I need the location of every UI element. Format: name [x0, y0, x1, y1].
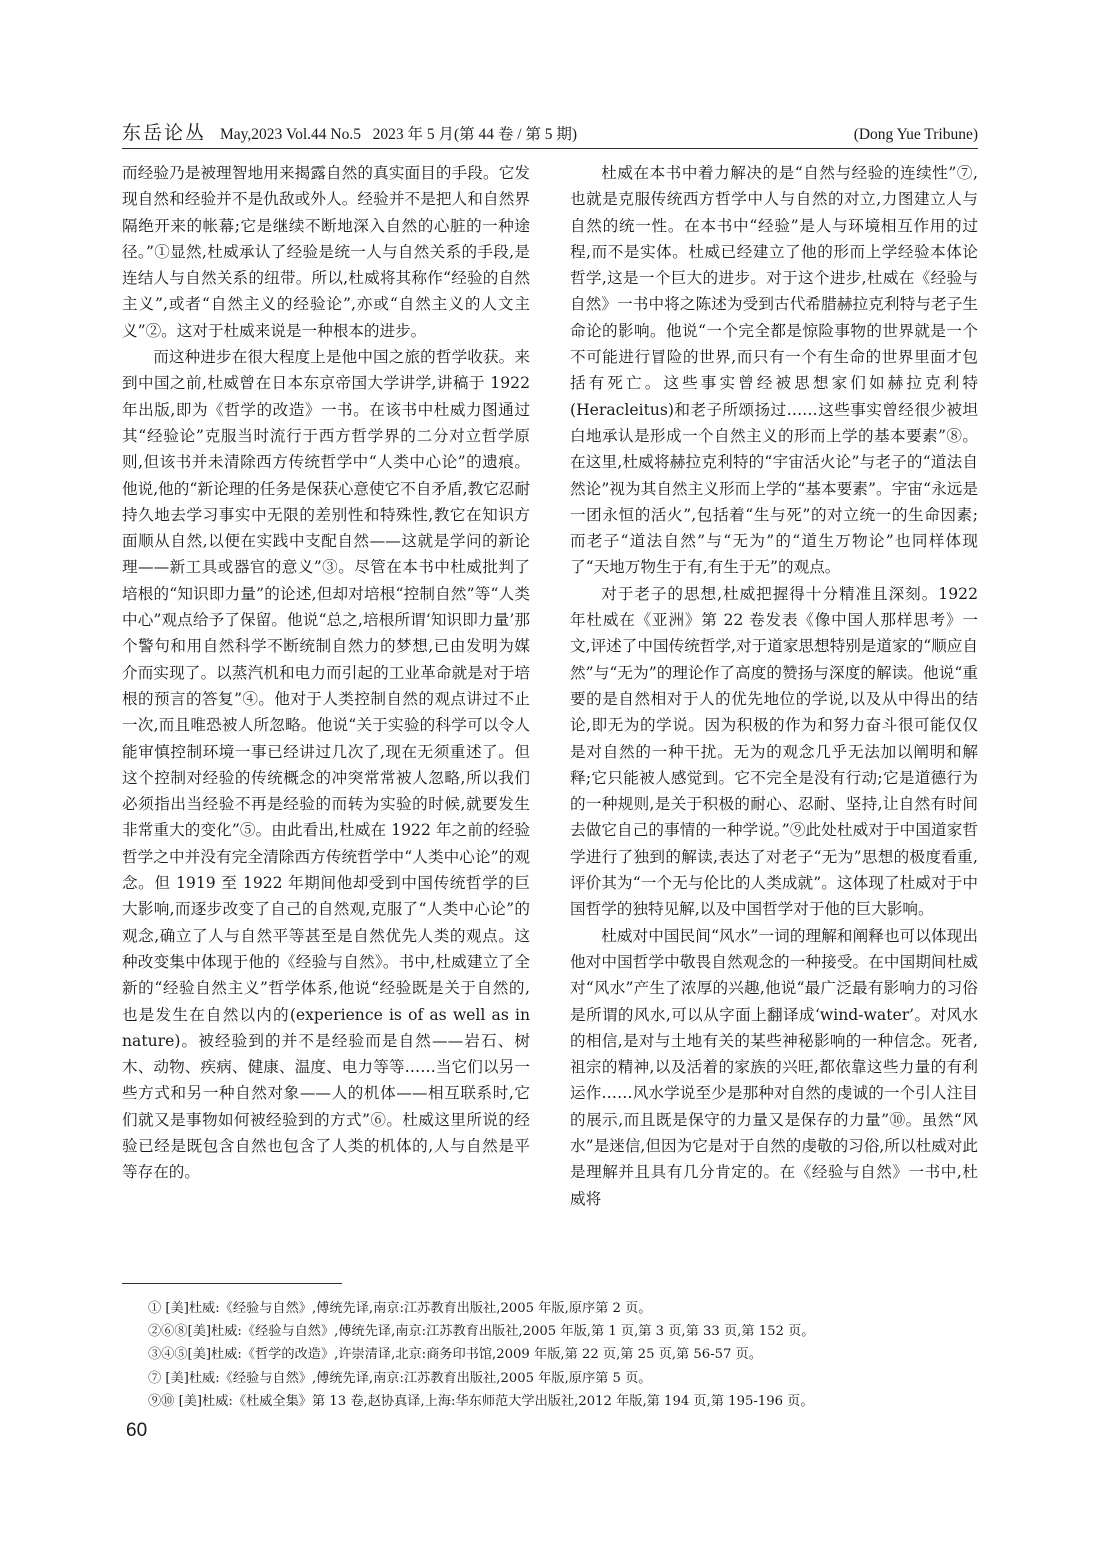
footnote: ⑨⑩ [美]杜威:《杜威全集》第 13 卷,赵协真译,上海:华东师范大学出版社,2012 年版,第 194 页,第 195-196 页。 — [148, 1393, 814, 1409]
paragraph: 对于老子的思想,杜威把握得十分精准且深刻。1922 年杜威在《亚洲》第 22 卷发表《像中国人那样思考》一文,评述了中国传统哲学,对于道家思想特别是道家的“顺应自然”与“无为”的理论作了高度的赞扬与深度的解读。他说“重要的是自然相对于人的优先地位的学说,以及从中得出的结论,即无为的学说。因为积极的作为和努力奋斗很可能仅仅是对自然的一种干扰。无为的观念几乎无法加以阐明和解释;它只能被人感觉到。它不完全是没有行动;它是道德行为的一种规则,是关于积极的耐心、忍耐、坚持,让自然有时间去做它自己的事情的一种学说。”⑨此处杜威对于中国道家哲学进行了独到的解读,表达了对老子“无为”思想的极度看重,评价其为“一个无与伦比的人类成就”。这体现了杜威对于中国哲学的独特见解,以及中国哲学对于他的巨大影响。 — [570, 584, 978, 919]
paragraph: 而经验乃是被理智地用来揭露自然的真实面目的手段。它发现自然和经验并不是仇敌或外人。经验并不是把人和自然界隔绝开来的帐幕;它是继续不断地深入自然的心脏的一种途径。”①显然,杜威承认了经验是统一人与自然关系的手段,是连结人与自然关系的纽带。所以,杜威将其称作“经验的自然主义”,或者“自然主义的经验论”,亦或“自然主义的人文主义”②。这对于杜威来说是一种根本的进步。 — [122, 164, 530, 340]
running-header — [122, 118, 978, 144]
footnote: ②⑥⑧[美]杜威:《经验与自然》,傅统先译,南京:江苏教育出版社,2005 年版,第 1 页,第 3 页,第 33 页,第 152 页。 — [148, 1324, 815, 1340]
footnote: ⑦ [美]杜威:《经验与自然》,傅统先译,南京:江苏教育出版社,2005 年版,原序第 5 页。 — [148, 1370, 652, 1386]
left-column — [122, 160, 530, 1186]
page-number: 60 — [126, 1420, 148, 1441]
footnote-separator — [122, 1283, 342, 1284]
footnotes — [148, 1297, 978, 1413]
paragraph: 杜威在本书中着力解决的是“自然与经验的连续性”⑦,也就是克服传统西方哲学中人与自然的对立,力图建立人与自然的统一性。在本书中“经验”是人与环境相互作用的过程,而不是实体。杜威已经建立了他的形而上学经验本体论哲学,这是一个巨大的进步。对于这个进步,杜威在《经验与自然》一书中将之陈述为受到古代希腊赫拉克利特与老子生命论的影响。他说“一个完全都是惊险事物的世界就是一个不可能进行冒险的世界,而只有一个有生命的世界里面才包括有死亡。这些事实曾经被思想家们如赫拉克利特(Heracleitus)和老子所颂扬过……这些事实曾经很少被坦白地承认是形成一个自然主义的形而上学的基本要素”⑧。在这里,杜威将赫拉克利特的“宇宙活火论”与老子的“道法自然论”视为其自然主义形而上学的“基本要素”。宇宙“永远是一团永恒的活火”,包括着“生与死”的对立统一的生命因素;而老子“道法自然”与“无为”的“道生万物论”也同样体现了“天地万物生于有,有生于无”的观点。 — [570, 164, 978, 577]
journal-title-en: (Dong Yue Tribune) — [853, 126, 978, 143]
paragraph: 而这种进步在很大程度上是他中国之旅的哲学收获。来到中国之前,杜威曾在日本东京帝国大学讲学,讲稿于 1922 年出版,即为《哲学的改造》一书。在该书中杜威力图通过其“经验论”克服当时流行于西方哲学界的二分对立哲学原则,但该书并未清除西方传统哲学中“人类中心论”的遗痕。他说,他的“新论理的任务是保获心意使它不自矛盾,教它忍耐持久地去学习事实中无限的差别性和特殊性,教它在知识方面顺从自然,以便在实践中支配自然——这就是学问的新论理——新工具或器官的意义”③。尽管在本书中杜威批判了培根的“知识即力量”的论述,但却对培根“控制自然”等“人类中心”观点给予了保留。他说“总之,培根所谓‘知识即力量’那个警句和用自然科学不断统制自然力的梦想,已由发明为媒介而实现了。以蒸汽机和电力而引起的工业革命就是对于培根的预言的答复”④。他对于人类控制自然的观点讲过不止一次,而且唯恐被人所忽略。他说“关于实验的科学可以令人能审慎控制环境一事已经讲过几次了,现在无须重述了。但这个控制对经验的传统概念的冲突常常被人忽略,所以我们必须指出当经验不再是经验的而转为实验的时候,就要发生非常重大的变化”⑤。由此看出,杜威在 1922 年之前的经验哲学之中并没有完全清除西方传统哲学中“人类中心论”的观念。但 1919 至 1922 年期间他却受到中国传统哲学的巨大影响,而逐步改变了自己的自然观,克服了“人类中心论”的观念,确立了人与自然平等甚至是自然优先人类的观点。这种改变集中体现于他的《经验与自然》。书中,杜威建立了全新的“经验自然主义”哲学体系,他说“经验既是关于自然的,也是发生在自然以内的(experience is of as well as in nature)。被经验到的并不是经验而是自然——岩石、树木、动物、疾病、健康、温度、电力等等……当它们以另一些方式和另一种自然对象——人的机体——相互联系时,它们就又是事物如何被经验到的方式”⑥。杜威这里所说的经验已经是既包含自然也包含了人类的机体的,人与自然是平等存在的。 — [122, 348, 530, 1182]
journal-title-cn: 东岳论丛 — [122, 123, 207, 144]
paragraph: 杜威对中国民间“风水”一词的理解和阐释也可以体现出他对中国哲学中敬畏自然观念的一种接受。在中国期间杜威对“风水”产生了浓厚的兴趣,他说“最广泛最有影响力的习俗是所谓的风水,可以从字面上翻译成‘wind-water’。对风水的相信,是对与土地有关的某些神秘影响的一种信念。死者,祖宗的精神,以及活着的家族的兴旺,都依靠这些力量的有利运作……风水学说至少是那种对自然的虔诚的一个引人注目的展示,而且既是保守的力量又是保存的力量”⑩。虽然“风水”是迷信,但因为它是对于自然的虔敬的习俗,所以杜威对此是理解并且具有几分肯定的。在《经验与自然》一书中,杜威将 — [570, 926, 978, 1208]
issue-info: May,2023 Vol.44 No.5 2023 年 5 月(第 44 卷 / 第 5 期) — [220, 126, 578, 143]
footnote: ① [美]杜威:《经验与自然》,傅统先译,南京:江苏教育出版社,2005 年版,原序第 2 页。 — [148, 1301, 652, 1316]
header-rule — [122, 148, 978, 149]
footnote: ③④⑤[美]杜威:《哲学的改造》,许崇清译,北京:商务印书馆,2009 年版,第 22 页,第 25 页,第 56-57 页。 — [148, 1347, 762, 1363]
right-column — [570, 160, 978, 1212]
